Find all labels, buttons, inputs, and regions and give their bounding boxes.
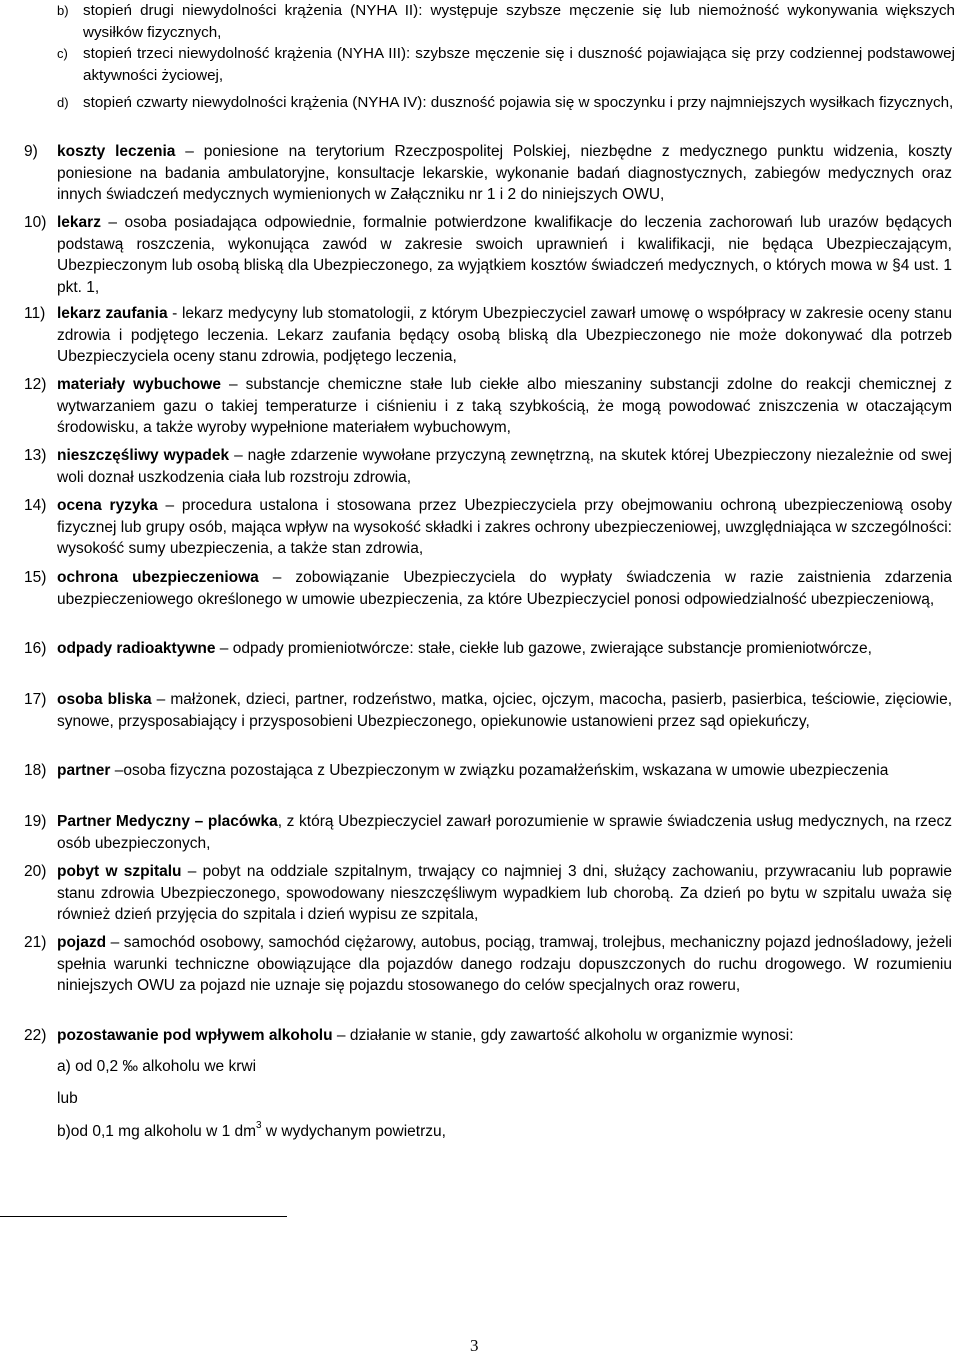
definition-18 [24,760,952,782]
definition-term: pobyt w szpitalu [57,863,182,880]
definition-term: odpady radioaktywne [57,640,216,657]
alcohol-or: lub [57,1090,78,1107]
item-number: 21) [24,934,47,951]
definition-text: – odpady promieniotwórcze: stałe, ciekłe lub gazowe, zwierające substancje promieniotwórcze, [215,640,872,657]
item-number: 19) [24,813,47,830]
alcohol-threshold-blood: a) od 0,2 ‰ alkoholu we krwi [57,1058,257,1075]
definition-19 [24,811,952,854]
definition-term: materiały wybuchowe [57,376,221,393]
definition-16 [24,638,952,660]
superscript: 3 [256,1119,262,1131]
definition-22 [24,1025,952,1047]
list-text: stopień czwarty niewydolności krążenia (NYHA IV): duszność pojawia się w spoczynku i przy najmniejszych wysiłkach fizycznych, [83,94,954,111]
item-number: 22) [24,1027,47,1044]
definition-term: pozostawanie pod wpływem alkoholu [57,1027,333,1044]
definition-term: lekarz zaufania [57,305,168,322]
definition-text: – poniesione na terytorium Rzeczpospolitej Polskiej, niezbędne z medycznego punktu widzenia, koszty poniesione na badania ambulatoryjne, konsultacje lekarskie, wykonanie badań diagnostycznych, zabiegów medycznych oraz innych świadczeń medycznych wymienionych w Załączniku nr 1 i 2 do niniejszych OWU, [57,143,952,204]
definition-text: – pobyt na oddziale szpitalnym, trwający co najmniej 3 dni, służący zachowaniu, przywracaniu lub poprawie stanu zdrowia Ubezpieczonego, spowodowany nieszczęśliwym wypadkiem lub chorobą. Za dzień po bytu w szpitalu uważa się również dzień przyjęcia do szpitala i dzień wypisu ze szpitala, [57,863,952,924]
definition-text: – samochód osobowy, samochód ciężarowy, autobus, pociąg, tramwaj, trolejbus, mechaniczny pojazd jednośladowy, jeżeli spełnia warunki techniczne obowiązujące dla pojazdów danego rodzaju dopuszczonych do ruchu drogowego. W rozumieniu niniejszych OWU za pojazd nie uznaje się pojazdu stosowanego do celów specjalnych oraz roweru, [57,934,952,995]
definition-text: , z którą Ubezpieczyciel zawarł porozumienie w sprawie świadczenia usług medycznych, na rzecz osób ubezpieczonych, [57,813,953,852]
list-item-b [57,0,955,43]
definition-text: – małżonek, dzieci, partner, rodzeństwo, matka, ojciec, ojczym, macocha, pasierb, pasierbica, teściowie, zięciowie, synowe, przysposabiający i przysposobieni Ubezpieczonego, opiekunowie ustanowieni przez sąd opiekuńczy, [57,691,952,730]
item-number: 18) [24,762,47,779]
item-number: 14) [24,497,47,514]
definition-text: - lekarz medycyny lub stomatologii, z którym Ubezpieczyciel zawarł umowę o współpracy w zakresie oceny stanu zdrowia i podjętego leczenia. Lekarz zaufania będący osobą bliską dla Ubezpieczonego nie może dokonywać dla potrzeb Ubezpieczyciela oceny stanu zdrowia, podjętego leczenia, [57,305,952,366]
definition-15 [24,567,952,610]
definition-text: – zobowiązanie Ubezpieczyciela do wypłaty świadczenia w razie zaistnienia zdarzenia ubezpieczeniowego określonego w umowie ubezpieczenia, za które Ubezpieczyciel ponosi odpowiedzialność ubezpieczeniową, [57,569,952,608]
item-number: 9) [24,143,38,160]
definition-text: – osoba posiadająca odpowiednie, formalnie potwierdzone kwalifikacje do leczenia zachorowań lub urazów będących podstawą roszczenia, wykonująca zawód w zakresie swoich uprawnień i kwalifikacji, nie będąca Ubezpieczającym, Ubezpieczonym lub osobą bliską dla Ubezpieczonego, za wyjątkiem kosztów świadczeń medycznych, o których mowa w §4 ust. 1 pkt. 1, [57,214,952,296]
list-label: d) [57,95,69,110]
definition-text: –osoba fizyczna pozostająca z Ubezpieczonym w związku pozamałżeńskim, wskazana w umowie ubezpieczenia [110,762,889,779]
definition-14 [24,495,952,560]
definition-term: Partner Medyczny – placówka [57,813,278,830]
definition-9 [24,141,952,206]
list-item-d [57,92,955,114]
definition-21 [24,932,952,997]
definition-term: lekarz [57,214,101,231]
item-number: 10) [24,214,47,231]
list-item-c [57,43,955,86]
list-text: stopień drugi niewydolności krążenia (NYHA II): występuje szybsze męczenie się lub niemożność wykonywania większych wysiłków fizycznych, [83,2,955,41]
list-label: c) [57,46,68,61]
list-label: b) [57,3,69,18]
alcohol-threshold-breath [57,1121,446,1143]
breath-text-start: b)od 0,1 mg alkoholu w 1 dm [57,1123,257,1140]
definition-term: ochrona ubezpieczeniowa [57,569,259,586]
definition-text: – procedura ustalona i stosowana przez Ubezpieczyciela przy obejmowaniu ochroną ubezpieczeniową osoby fizycznej lub grupy osób, mająca wpływ na wysokość składki i zakres ochrony ubezpieczeniowej, uwzględniająca w szczególności: wysokość sumy ubezpieczenia, a także stan zdrowia, [57,497,952,558]
item-number: 12) [24,376,47,393]
definition-term: osoba bliska [57,691,152,708]
definition-11 [24,303,952,368]
item-number: 20) [24,863,47,880]
definition-text: – nagłe zdarzenie wywołane przyczyną zewnętrzną, na skutek której Ubezpieczony niezależnie od swej woli doznał uszkodzenia ciała lub rozstroju zdrowia, [57,447,952,486]
definition-text: – działanie w stanie, gdy zawartość alkoholu w organizmie wynosi: [332,1027,794,1044]
item-number: 16) [24,640,47,657]
item-number: 11) [24,305,46,322]
page-number: 3 [470,1336,479,1355]
footnote-divider [0,1216,287,1217]
definition-term: ocena ryzyka [57,497,158,514]
definition-10 [24,212,952,298]
definition-text: – substancje chemiczne stałe lub ciekłe albo mieszaniny substancji zdolne do reakcji chemicznej z wytwarzaniem gazu o takiej temperaturze i ciśnieniu i z taką szybkością, że mogą powodować zniszczenia w otaczającym środowisku, a także wyroby wypełnione materiałem wybuchowym, [57,376,952,437]
definition-12 [24,374,952,439]
definition-term: pojazd [57,934,107,951]
list-text: stopień trzeci niewydolność krążenia (NYHA III): szybsze męczenie się i duszność pojawiająca się przy codziennej podstawowej aktywności życiowej, [83,45,955,84]
definition-17 [24,689,952,732]
definition-20 [24,861,952,926]
breath-text-end: w wydychanym powietrzu, [261,1123,446,1140]
item-number: 15) [24,569,47,586]
definition-term: koszty leczenia [57,143,176,160]
item-number: 13) [24,447,47,464]
item-number: 17) [24,691,47,708]
definition-13 [24,445,952,488]
definition-term: nieszczęśliwy wypadek [57,447,230,464]
definition-term: partner [57,762,111,779]
